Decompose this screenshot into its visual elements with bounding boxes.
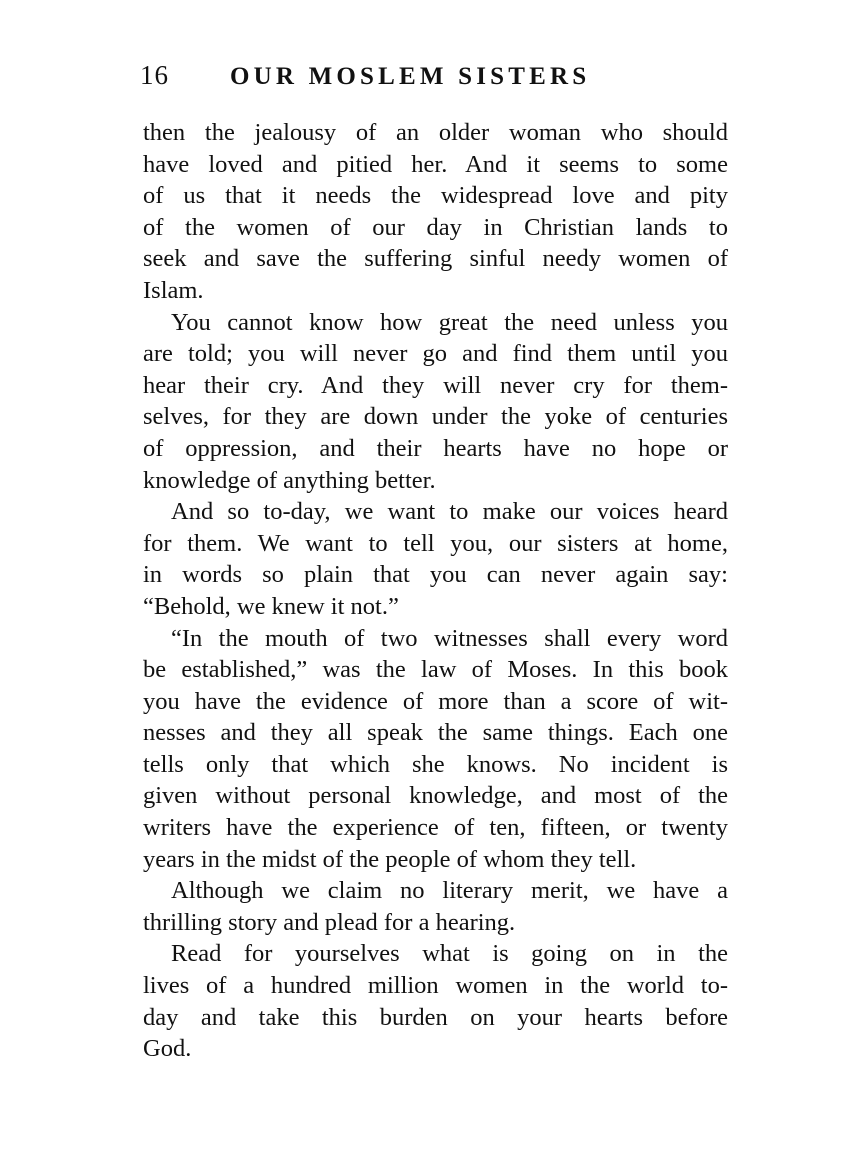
text-line: you have the evidence of more than a score of wit- xyxy=(143,687,728,715)
text-line: tells only that which she knows. No incident is xyxy=(143,750,728,778)
text-line: God. xyxy=(143,1035,192,1063)
text-line: in words so plain that you can never again say: xyxy=(143,561,728,589)
text-line: writers have the experience of ten, fifteen, or twenty xyxy=(143,814,728,842)
running-head xyxy=(140,60,740,100)
text-line: have loved and pitied her. And it seems to some xyxy=(143,150,728,178)
text-line: of us that it needs the widespread love and pity xyxy=(143,182,728,210)
text-line: for them. We want to tell you, our sisters at home, xyxy=(143,529,728,557)
text-line: given without personal knowledge, and most of the xyxy=(143,782,728,810)
body-text xyxy=(143,117,728,1065)
text-line: seek and save the suffering sinful needy women of xyxy=(143,245,728,273)
text-line: Read for yourselves what is going on in the xyxy=(171,940,728,968)
text-line: years in the midst of the people of whom they tell. xyxy=(143,845,637,873)
text-line: lives of a hundred million women in the world to- xyxy=(143,972,728,1000)
text-line: You cannot know how great the need unless you xyxy=(171,308,728,336)
text-line: thrilling story and plead for a hearing. xyxy=(143,908,516,936)
text-line: “In the mouth of two witnesses shall every word xyxy=(171,624,728,652)
text-line: Islam. xyxy=(143,276,204,304)
text-line: are told; you will never go and find them until you xyxy=(143,340,728,368)
text-line: of the women of our day in Christian lands to xyxy=(143,213,728,241)
text-line: of oppression, and their hearts have no hope or xyxy=(143,434,728,462)
text-line: be established,” was the law of Moses. In this book xyxy=(143,656,728,684)
running-title: OUR MOSLEM SISTERS xyxy=(230,63,591,90)
text-line: selves, for they are down under the yoke of centuries xyxy=(143,403,728,431)
text-line: then the jealousy of an older woman who should xyxy=(143,119,728,146)
text-line: And so to-day, we want to make our voices heard xyxy=(171,498,728,526)
text-line: hear their cry. And they will never cry for them- xyxy=(143,371,728,399)
text-line: nesses and they all speak the same things. Each one xyxy=(143,719,728,747)
text-line: knowledge of anything better. xyxy=(143,466,436,494)
text-line: “Behold, we knew it not.” xyxy=(143,592,399,620)
page-number: 16 xyxy=(140,60,169,90)
text-line: day and take this burden on your hearts before xyxy=(143,1003,728,1031)
text-line: Although we claim no literary merit, we have a xyxy=(171,877,728,905)
